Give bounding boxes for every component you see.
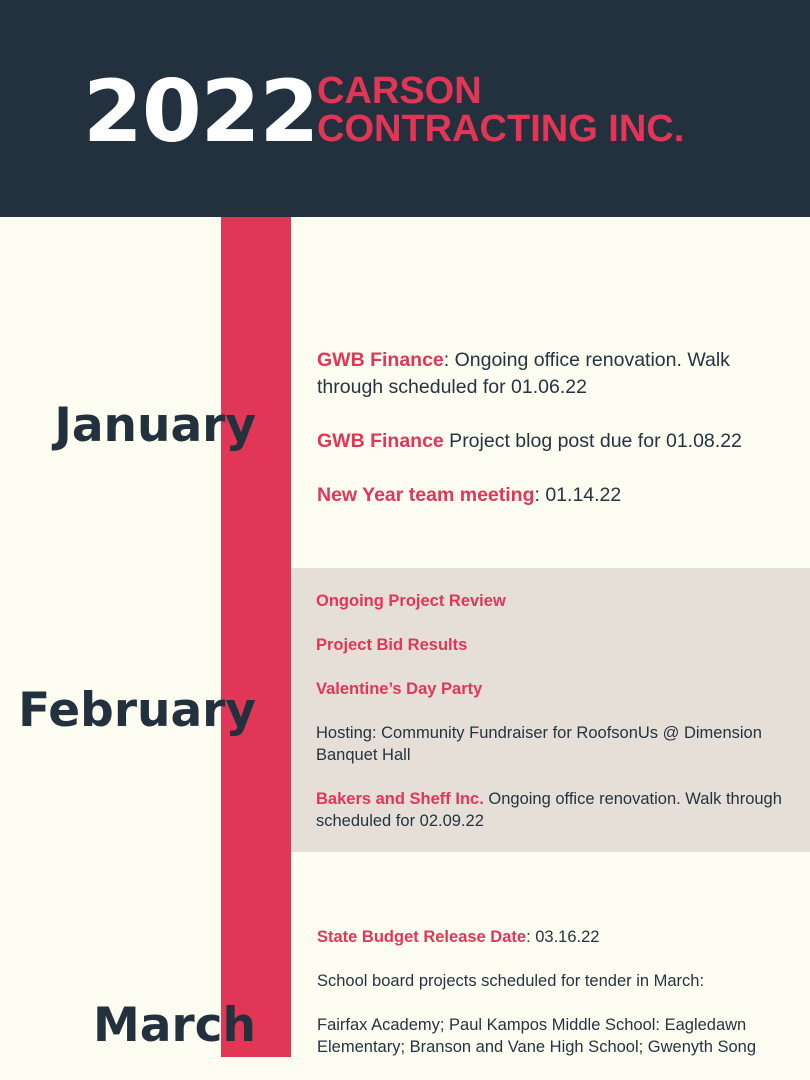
- january-entries: [317, 347, 787, 536]
- month-march: March: [93, 998, 256, 1053]
- company-name-line2: CONTRACTING INC.: [317, 108, 685, 150]
- entry-text: : Ongoing office renovation. Walk through scheduled for 01.06.22: [317, 349, 730, 398]
- march-entry-3: Fairfax Academy; Paul Kampos Middle School: Eagledawn Elementary; Branson and Vane High School; Gwenyth Song: [317, 1016, 757, 1056]
- february-entry-3: Valentine’s Day Party: [316, 680, 483, 698]
- entry-highlight: State Budget Release Date: [317, 928, 527, 946]
- february-entry-2: Project Bid Results: [316, 636, 468, 654]
- entry-highlight: Bakers and Sheff Inc.: [316, 790, 484, 808]
- entry-highlight: New Year team meeting: [317, 484, 535, 506]
- january-entry-3: [317, 482, 787, 509]
- entry-text: : 03.16.22: [526, 928, 600, 946]
- company-name: [317, 72, 684, 148]
- february-entry-5: [316, 788, 786, 832]
- entry-text: Project blog post due for 01.08.22: [443, 430, 742, 452]
- header-banner: [0, 0, 810, 217]
- march-entry-2: School board projects scheduled for tender in March:: [317, 972, 705, 990]
- march-entry-1: [317, 926, 787, 948]
- month-january: January: [54, 398, 256, 453]
- entry-text: : 01.14.22: [534, 484, 622, 506]
- year-title: 2022: [83, 62, 319, 162]
- company-name-line1: CARSON: [317, 70, 482, 112]
- entry-text: Ongoing office renovation. Walk through scheduled for 02.09.22: [316, 790, 782, 830]
- month-february: February: [18, 683, 256, 738]
- entry-highlight: GWB Finance: [317, 349, 444, 371]
- february-entry-1: Ongoing Project Review: [316, 592, 506, 610]
- january-entry-2: [317, 428, 787, 455]
- january-entry-1: [317, 347, 787, 401]
- february-entries: [316, 590, 786, 854]
- timeline-bar: [221, 217, 291, 1057]
- entry-highlight: GWB Finance: [317, 430, 444, 452]
- february-entry-4: Hosting: Community Fundraiser for RoofsonUs @ Dimension Banquet Hall: [316, 724, 762, 764]
